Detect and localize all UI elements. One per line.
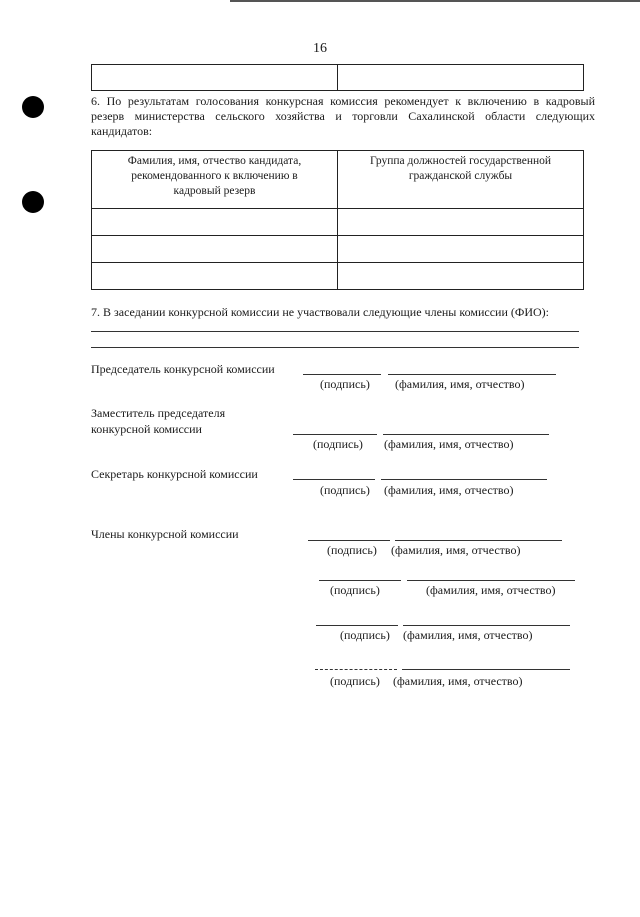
header-text: гражданской службы [408,170,513,182]
table-cell [338,263,584,290]
fill-line [91,331,579,332]
fio-caption: (фамилия, имя, отчество) [393,674,523,688]
section6-line: резерв министерства сельского хозяйства и торговли Сахалинской области следующих [91,109,595,123]
header-text: Группа должностей государственной [369,155,552,167]
signature-caption: (подпись) [320,483,370,497]
fill-line [91,347,579,348]
section7-text: 7. В заседании конкурсной комиссии не участвовали следующие члены комиссии (ФИО): [91,305,550,319]
fio-line [407,580,575,581]
table-row [92,236,584,263]
continuation-table [91,64,584,91]
signature-line [293,434,377,435]
binder-hole-icon [22,96,44,118]
signature-caption: (подпись) [327,543,377,557]
table-cell [92,209,338,236]
signature-line [319,580,401,581]
signature-line [308,540,390,541]
section6-line: 6. По результатам голосования конкурсная комиссия рекомендует к включению в кадровый [91,94,595,108]
signature-caption: (подпись) [340,628,390,642]
fio-caption: (фамилия, имя, отчество) [395,377,525,391]
fio-caption: (фамилия, имя, отчество) [384,437,514,451]
fio-line [395,540,562,541]
fio-line [383,434,549,435]
signature-caption: (подпись) [330,674,380,688]
section6-paragraph [91,94,595,139]
table-row [92,263,584,290]
signature-line [303,374,381,375]
fio-caption: (фамилия, имя, отчество) [384,483,514,497]
secretary-label: Секретарь конкурсной комиссии [91,467,258,481]
fio-caption: (фамилия, имя, отчество) [391,543,521,557]
binder-hole-icon [22,191,44,213]
signature-caption: (подпись) [313,437,363,451]
members-label: Члены конкурсной комиссии [91,527,239,541]
header-text: рекомендованного к включению в [131,170,298,182]
page-number: 16 [313,41,327,56]
header-cell-candidate [92,151,338,209]
deputy-label-line2: конкурсной комиссии [91,422,202,436]
signature-line [293,479,375,480]
signature-line [316,625,398,626]
fio-line [403,625,570,626]
table-header-row [92,151,584,209]
table-row [92,209,584,236]
chairman-label: Председатель конкурсной комиссии [91,362,275,376]
section6-line: кандидатов: [91,124,153,138]
signature-line [315,669,397,670]
scan-top-border [230,0,640,2]
table-row [92,65,584,91]
table-cell [92,263,338,290]
deputy-label-line1: Заместитель председателя [91,406,226,420]
header-cell-position-group [338,151,584,209]
candidates-table [91,150,584,290]
fio-line [388,374,556,375]
table-cell [338,209,584,236]
header-text: кадровый резерв [173,185,256,197]
table-cell [338,236,584,263]
signature-caption: (подпись) [330,583,380,597]
fio-line [381,479,547,480]
fio-line [402,669,570,670]
fio-caption: (фамилия, имя, отчество) [403,628,533,642]
signature-caption: (подпись) [320,377,370,391]
table-cell [92,65,338,91]
table-cell [338,65,584,91]
header-text: Фамилия, имя, отчество кандидата, [127,155,302,167]
table-cell [92,236,338,263]
fio-caption: (фамилия, имя, отчество) [426,583,556,597]
